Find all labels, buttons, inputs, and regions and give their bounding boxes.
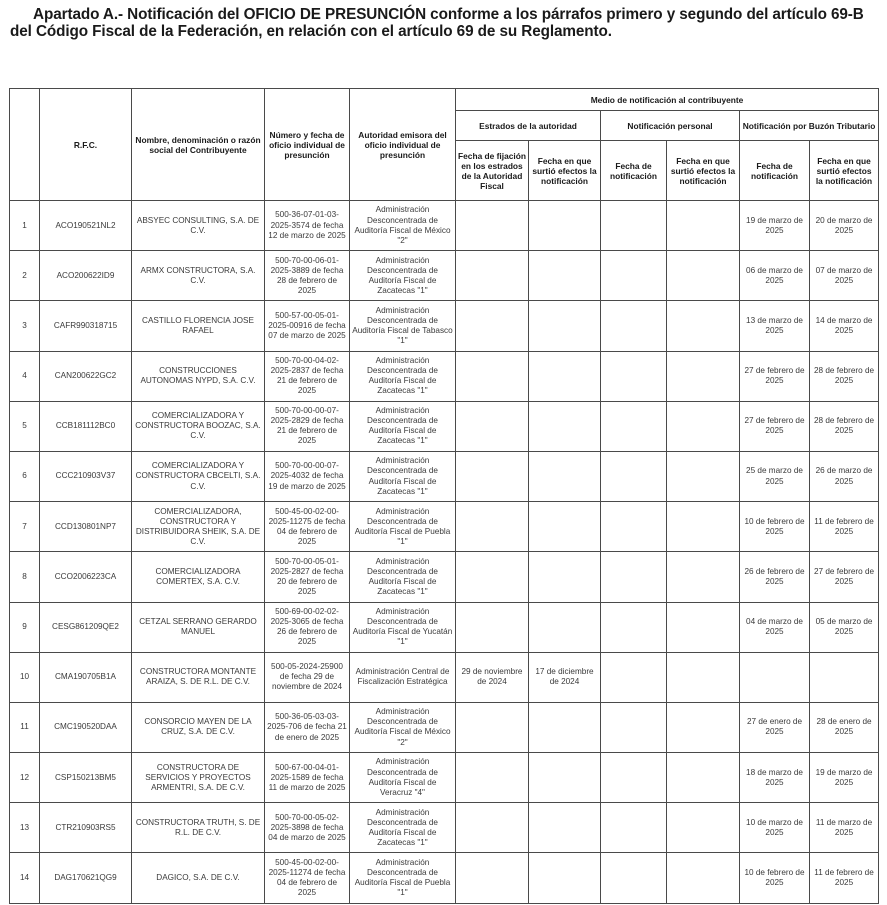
cell-autoridad: Administración Desconcentrada de Auditoría Fiscal de Tabasco "1" [350,301,456,351]
heading-line-1: Apartado A.- Notificación del OFICIO DE PRESUNCIÓN conforme a los párrafos primero y segundo del artículo 69-B [33,6,864,23]
cell-personal-fecha [601,301,667,351]
cell-buzon-efectos: 19 de marzo de 2025 [810,753,879,803]
cell-personal-efectos [667,853,740,903]
cell-num: 5 [10,401,40,451]
cell-personal-efectos [667,301,740,351]
cell-num: 11 [10,702,40,752]
cell-rfc: CCO2006223CA [40,552,132,602]
cell-personal-fecha [601,251,667,301]
cell-nombre: CETZAL SERRANO GERARDO MANUEL [132,602,265,652]
cell-nombre: COMERCIALIZADORA, CONSTRUCTORA Y DISTRIBUIDORA SHEIK, S.A. DE C.V. [132,502,265,552]
cell-buzon-efectos: 05 de marzo de 2025 [810,602,879,652]
cell-estrados-fijacion [456,401,529,451]
cell-nombre: CASTILLO FLORENCIA JOSE RAFAEL [132,301,265,351]
col-header-medio: Medio de notificación al contribuyente [456,89,879,111]
cell-estrados-efectos [529,702,601,752]
col-header-buzon-efectos: Fecha en que surtió efectos la notificación [810,141,879,201]
cell-num: 2 [10,251,40,301]
cell-rfc: DAG170621QG9 [40,853,132,903]
cell-personal-fecha [601,502,667,552]
cell-buzon-efectos: 11 de marzo de 2025 [810,803,879,853]
cell-estrados-efectos: 17 de diciembre de 2024 [529,652,601,702]
col-header-nombre: Nombre, denominación o razón social del Contribuyente [132,89,265,201]
cell-oficio: 500-05-2024-25900 de fecha 29 de noviembre de 2024 [265,652,350,702]
col-header-num [10,89,40,201]
cell-num: 13 [10,803,40,853]
cell-rfc: CTR210903RS5 [40,803,132,853]
notification-table [9,88,879,904]
cell-oficio: 500-70-00-04-02-2025-2837 de fecha 21 de febrero de 2025 [265,351,350,401]
cell-personal-fecha [601,652,667,702]
table-row [10,251,879,301]
cell-personal-efectos [667,451,740,501]
col-header-oficio: Número y fecha de oficio individual de presunción [265,89,350,201]
cell-nombre: CONSORCIO MAYEN DE LA CRUZ, S.A. DE C.V. [132,702,265,752]
cell-buzon-efectos: 28 de febrero de 2025 [810,351,879,401]
cell-nombre: COMERCIALIZADORA COMERTEX, S.A. C.V. [132,552,265,602]
cell-estrados-fijacion [456,251,529,301]
cell-estrados-fijacion [456,451,529,501]
cell-estrados-efectos [529,502,601,552]
cell-estrados-efectos [529,753,601,803]
cell-autoridad: Administración Desconcentrada de Auditoría Fiscal de Zacatecas "1" [350,451,456,501]
cell-estrados-fijacion [456,552,529,602]
cell-rfc: CSP150213BM5 [40,753,132,803]
document-heading [10,6,882,40]
cell-num: 7 [10,502,40,552]
col-header-rfc: R.F.C. [40,89,132,201]
cell-num: 3 [10,301,40,351]
cell-rfc: CESG861209QE2 [40,602,132,652]
cell-buzon-fecha: 18 de marzo de 2025 [740,753,810,803]
cell-oficio: 500-36-07-01-03-2025-3574 de fecha 12 de marzo de 2025 [265,201,350,251]
cell-estrados-fijacion [456,853,529,903]
table-row [10,753,879,803]
cell-estrados-fijacion: 29 de noviembre de 2024 [456,652,529,702]
col-header-autoridad: Autoridad emisora del oficio individual de presunción [350,89,456,201]
cell-buzon-fecha: 27 de febrero de 2025 [740,351,810,401]
cell-estrados-efectos [529,351,601,401]
cell-rfc: ACO190521NL2 [40,201,132,251]
cell-autoridad: Administración Desconcentrada de Auditoría Fiscal de Puebla "1" [350,502,456,552]
table-row [10,552,879,602]
cell-nombre: DAGICO, S.A. DE C.V. [132,853,265,903]
cell-personal-efectos [667,702,740,752]
cell-num: 4 [10,351,40,401]
table-body [10,201,879,904]
col-header-personal-efectos: Fecha en que surtió efectos la notificación [667,141,740,201]
cell-estrados-fijacion [456,301,529,351]
cell-buzon-fecha: 06 de marzo de 2025 [740,251,810,301]
cell-personal-fecha [601,451,667,501]
cell-nombre: COMERCIALIZADORA Y CONSTRUCTORA CBCELTI, S.A. C.V. [132,451,265,501]
cell-num: 1 [10,201,40,251]
cell-oficio: 500-70-00-05-02-2025-3898 de fecha 04 de marzo de 2025 [265,803,350,853]
cell-buzon-fecha: 10 de febrero de 2025 [740,853,810,903]
cell-oficio: 500-45-00-02-00-2025-11275 de fecha 04 de febrero de 2025 [265,502,350,552]
col-header-estrados-efectos: Fecha en que surtió efectos la notificación [529,141,601,201]
cell-estrados-efectos [529,201,601,251]
cell-buzon-efectos: 20 de marzo de 2025 [810,201,879,251]
cell-personal-fecha [601,552,667,602]
table-row [10,201,879,251]
col-header-buzon-fecha: Fecha de notificación [740,141,810,201]
table-row [10,502,879,552]
col-header-buzon: Notificación por Buzón Tributario [740,111,879,141]
cell-oficio: 500-67-00-04-01-2025-1589 de fecha 11 de marzo de 2025 [265,753,350,803]
cell-rfc: CCC210903V37 [40,451,132,501]
cell-nombre: CONSTRUCTORA MONTANTE ARAIZA, S. DE R.L. DE C.V. [132,652,265,702]
cell-rfc: CMA190705B1A [40,652,132,702]
cell-estrados-efectos [529,853,601,903]
cell-autoridad: Administración Desconcentrada de Auditoría Fiscal de Zacatecas "1" [350,351,456,401]
cell-personal-fecha [601,702,667,752]
heading-line-2: del Código Fiscal de la Federación, en relación con el artículo 69 de su Reglamento. [10,23,612,40]
cell-personal-efectos [667,201,740,251]
cell-buzon-efectos: 28 de enero de 2025 [810,702,879,752]
cell-rfc: CAFR990318715 [40,301,132,351]
col-header-personal-fecha: Fecha de notificación [601,141,667,201]
cell-autoridad: Administración Desconcentrada de Auditoría Fiscal de Zacatecas "1" [350,552,456,602]
cell-buzon-fecha: 13 de marzo de 2025 [740,301,810,351]
cell-num: 10 [10,652,40,702]
cell-oficio: 500-69-00-02-02-2025-3065 de fecha 26 de febrero de 2025 [265,602,350,652]
cell-autoridad: Administración Desconcentrada de Auditoría Fiscal de Veracruz "4" [350,753,456,803]
cell-buzon-efectos [810,652,879,702]
cell-nombre: COMERCIALIZADORA Y CONSTRUCTORA BOOZAC, S.A. C.V. [132,401,265,451]
cell-personal-fecha [601,351,667,401]
cell-nombre: CONSTRUCTORA DE SERVICIOS Y PROYECTOS ARMENTRI, S.A. DE C.V. [132,753,265,803]
col-header-estrados-fijacion: Fecha de fijación en los estrados de la Autoridad Fiscal [456,141,529,201]
cell-estrados-fijacion [456,502,529,552]
table-row [10,652,879,702]
cell-num: 9 [10,602,40,652]
table-row [10,853,879,903]
cell-estrados-fijacion [456,753,529,803]
cell-buzon-efectos: 14 de marzo de 2025 [810,301,879,351]
cell-personal-efectos [667,552,740,602]
cell-buzon-fecha: 10 de febrero de 2025 [740,502,810,552]
table-row [10,702,879,752]
cell-personal-efectos [667,652,740,702]
cell-num: 8 [10,552,40,602]
cell-estrados-fijacion [456,803,529,853]
cell-rfc: CAN200622GC2 [40,351,132,401]
cell-personal-efectos [667,602,740,652]
cell-estrados-fijacion [456,201,529,251]
cell-buzon-efectos: 28 de febrero de 2025 [810,401,879,451]
cell-personal-efectos [667,401,740,451]
cell-num: 14 [10,853,40,903]
cell-nombre: CONSTRUCTORA TRUTH, S. DE R.L. DE C.V. [132,803,265,853]
cell-num: 12 [10,753,40,803]
cell-buzon-fecha: 10 de marzo de 2025 [740,803,810,853]
cell-rfc: ACO200622ID9 [40,251,132,301]
cell-rfc: CCD130801NP7 [40,502,132,552]
table-row [10,602,879,652]
cell-estrados-fijacion [456,602,529,652]
table-row [10,451,879,501]
cell-buzon-fecha: 27 de enero de 2025 [740,702,810,752]
cell-oficio: 500-70-00-05-01-2025-2827 de fecha 20 de febrero de 2025 [265,552,350,602]
cell-buzon-efectos: 11 de febrero de 2025 [810,502,879,552]
cell-oficio: 500-36-05-03-03-2025-706 de fecha 21 de enero de 2025 [265,702,350,752]
cell-estrados-fijacion [456,702,529,752]
table-row [10,351,879,401]
cell-buzon-efectos: 11 de febrero de 2025 [810,853,879,903]
cell-personal-efectos [667,753,740,803]
cell-personal-fecha [601,401,667,451]
cell-autoridad: Administración Desconcentrada de Auditoría Fiscal de Zacatecas "1" [350,251,456,301]
col-header-personal: Notificación personal [601,111,740,141]
cell-personal-efectos [667,502,740,552]
cell-personal-efectos [667,803,740,853]
cell-rfc: CMC190520DAA [40,702,132,752]
cell-buzon-fecha [740,652,810,702]
cell-estrados-fijacion [456,351,529,401]
cell-estrados-efectos [529,251,601,301]
cell-personal-fecha [601,602,667,652]
cell-nombre: ABSYEC CONSULTING, S.A. DE C.V. [132,201,265,251]
cell-personal-fecha [601,853,667,903]
cell-personal-fecha [601,201,667,251]
cell-estrados-efectos [529,602,601,652]
table-row [10,301,879,351]
cell-buzon-efectos: 27 de febrero de 2025 [810,552,879,602]
cell-buzon-fecha: 19 de marzo de 2025 [740,201,810,251]
cell-autoridad: Administración Desconcentrada de Auditoría Fiscal de Zacatecas "1" [350,401,456,451]
cell-buzon-efectos: 26 de marzo de 2025 [810,451,879,501]
cell-buzon-fecha: 27 de febrero de 2025 [740,401,810,451]
cell-estrados-efectos [529,552,601,602]
cell-buzon-fecha: 25 de marzo de 2025 [740,451,810,501]
cell-oficio: 500-70-00-00-07-2025-4032 de fecha 19 de marzo de 2025 [265,451,350,501]
cell-nombre: CONSTRUCCIONES AUTONOMAS NYPD, S.A. C.V. [132,351,265,401]
cell-oficio: 500-70-00-00-07-2025-2829 de fecha 21 de febrero de 2025 [265,401,350,451]
cell-personal-efectos [667,351,740,401]
cell-personal-fecha [601,753,667,803]
cell-buzon-efectos: 07 de marzo de 2025 [810,251,879,301]
cell-oficio: 500-57-00-05-01-2025-00916 de fecha 07 de marzo de 2025 [265,301,350,351]
cell-autoridad: Administración Desconcentrada de Auditoría Fiscal de México "2" [350,702,456,752]
cell-estrados-efectos [529,401,601,451]
cell-estrados-efectos [529,803,601,853]
cell-oficio: 500-70-00-06-01-2025-3889 de fecha 28 de febrero de 2025 [265,251,350,301]
cell-autoridad: Administración Desconcentrada de Auditoría Fiscal de Puebla "1" [350,853,456,903]
cell-personal-fecha [601,803,667,853]
cell-estrados-efectos [529,301,601,351]
table-row [10,401,879,451]
cell-num: 6 [10,451,40,501]
cell-nombre: ARMX CONSTRUCTORA, S.A. C.V. [132,251,265,301]
cell-personal-efectos [667,251,740,301]
cell-autoridad: Administración Desconcentrada de Auditoría Fiscal de Yucatán "1" [350,602,456,652]
cell-estrados-efectos [529,451,601,501]
table-row [10,803,879,853]
cell-autoridad: Administración Central de Fiscalización Estratégica [350,652,456,702]
cell-buzon-fecha: 04 de marzo de 2025 [740,602,810,652]
cell-rfc: CCB181112BC0 [40,401,132,451]
col-header-estrados: Estrados de la autoridad [456,111,601,141]
cell-oficio: 500-45-00-02-00-2025-11274 de fecha 04 de febrero de 2025 [265,853,350,903]
cell-buzon-fecha: 26 de febrero de 2025 [740,552,810,602]
cell-autoridad: Administración Desconcentrada de Auditoría Fiscal de Zacatecas "1" [350,803,456,853]
cell-autoridad: Administración Desconcentrada de Auditoría Fiscal de México "2" [350,201,456,251]
